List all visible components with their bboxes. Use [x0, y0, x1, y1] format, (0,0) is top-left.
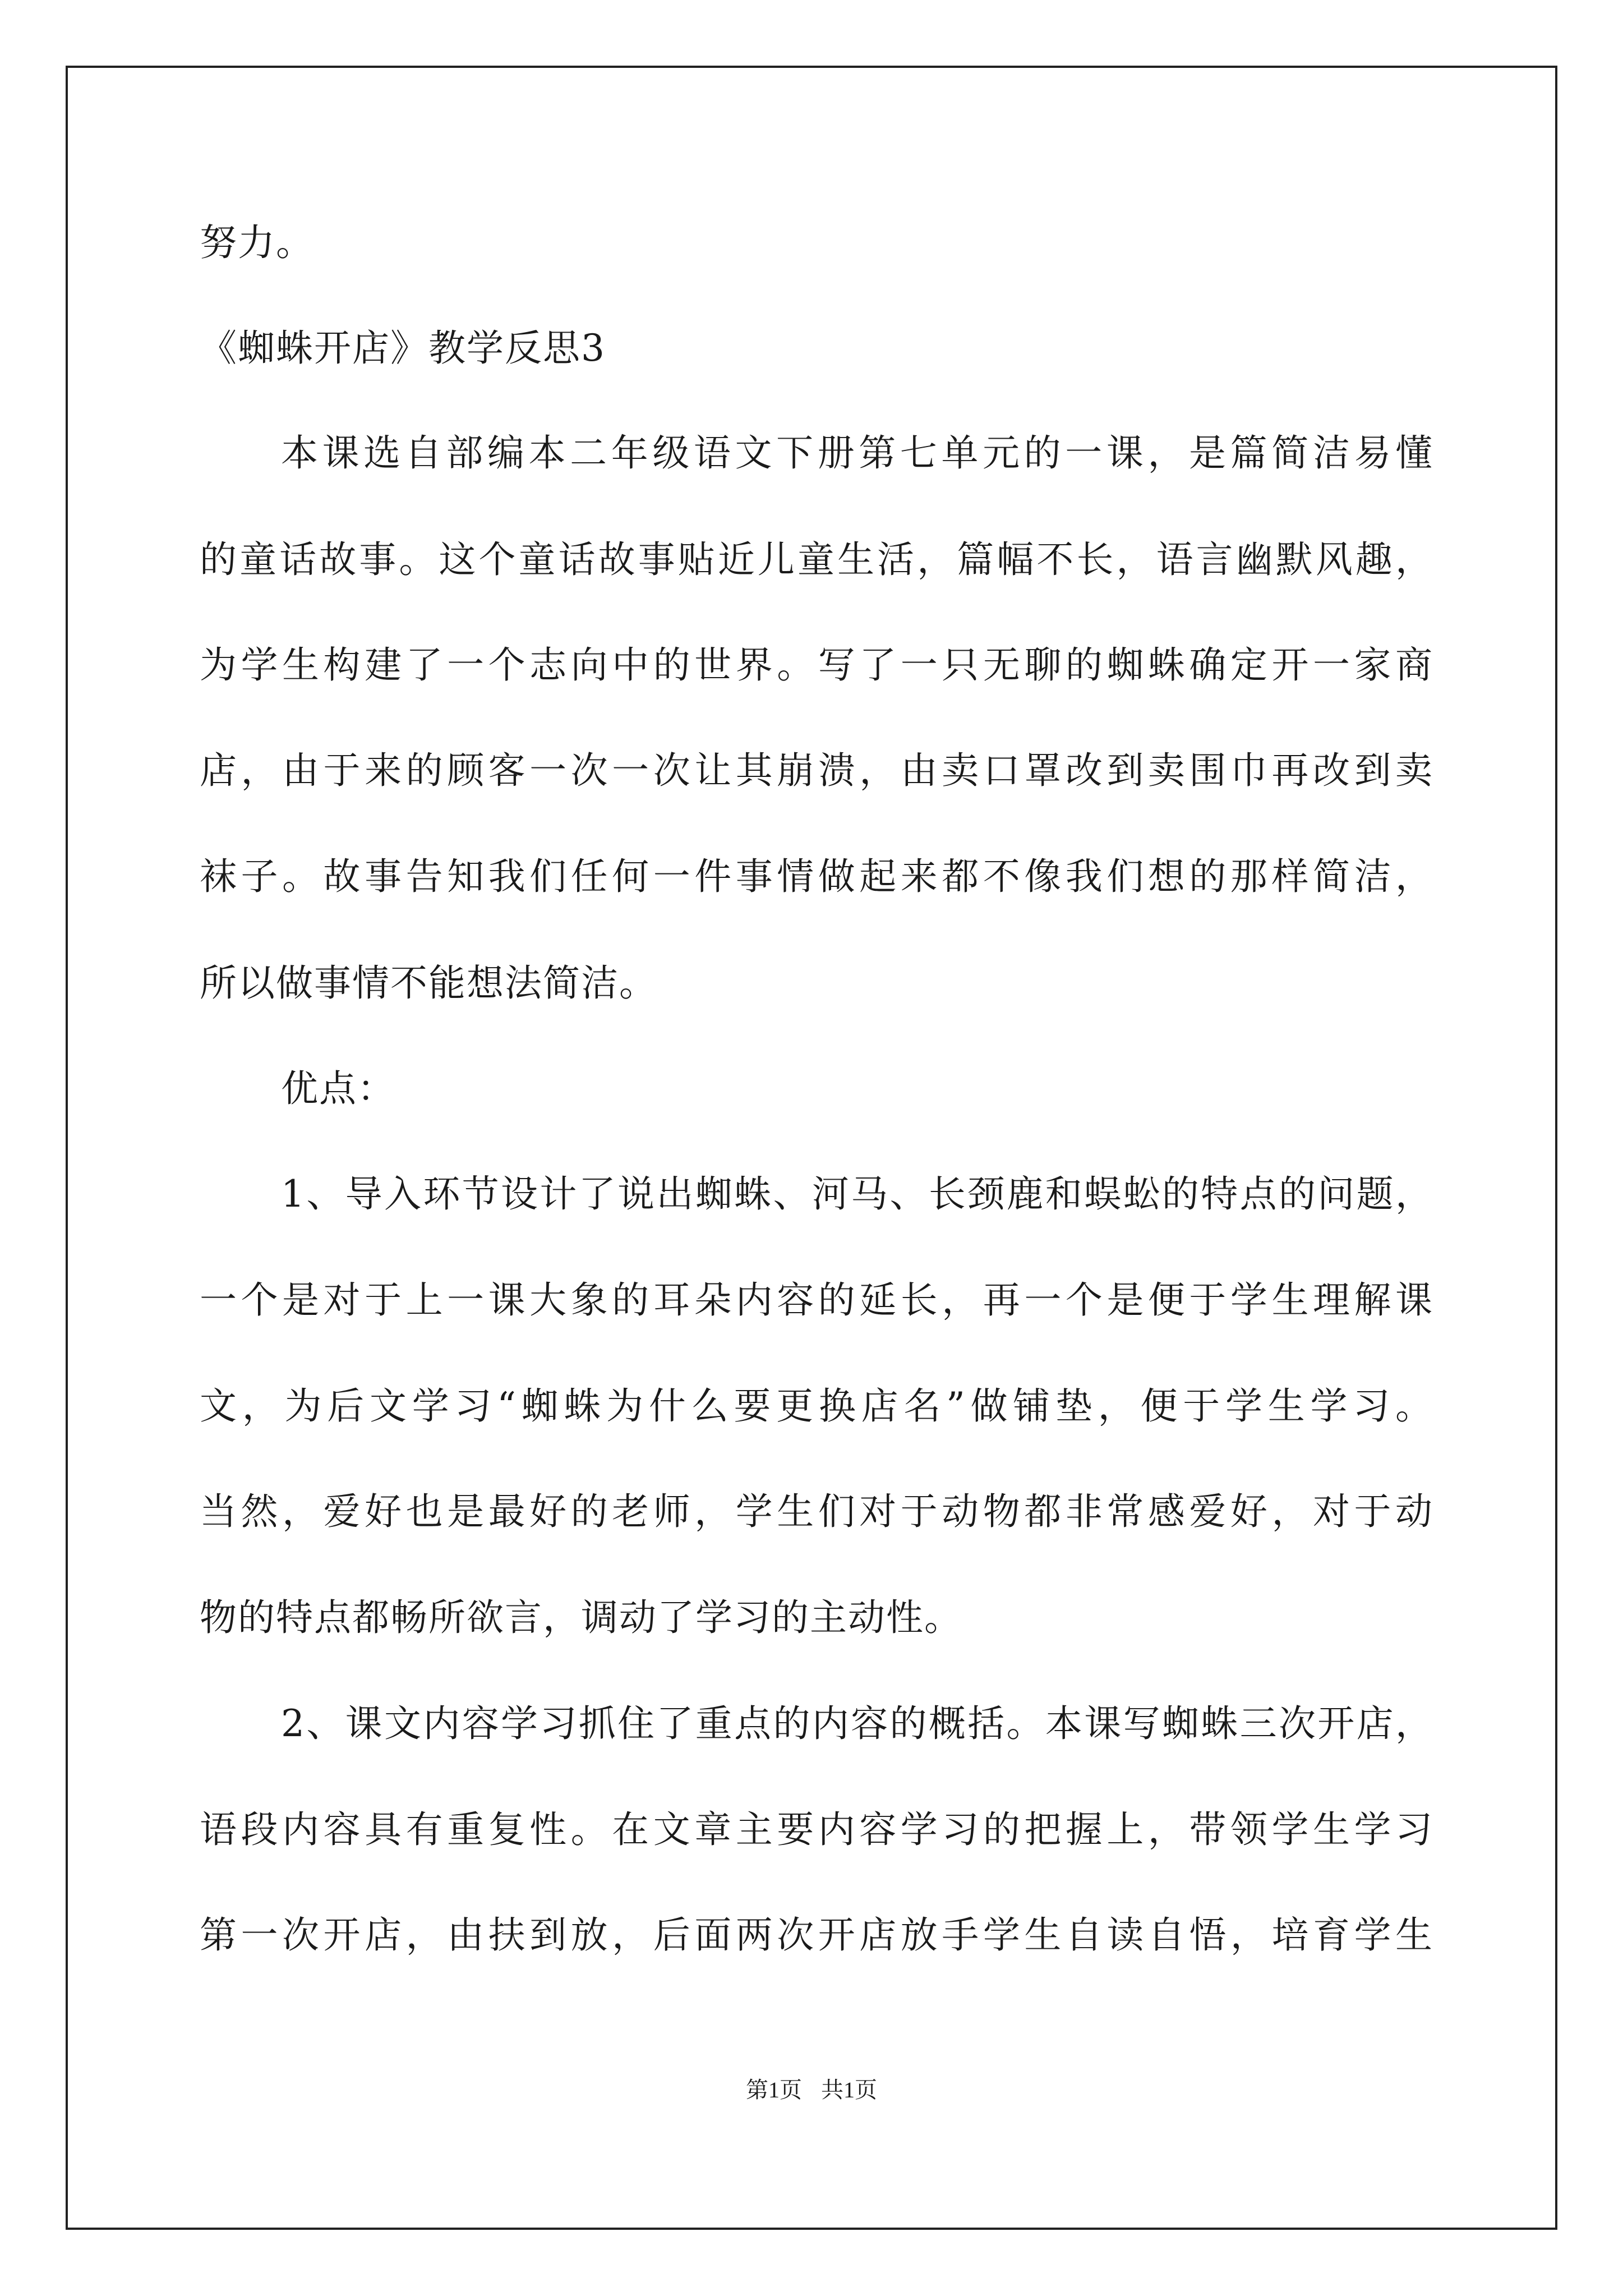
text-line: 第一次开店，由扶到放，后面两次开店放手学生自读自悟，培育学生 — [200, 1913, 1433, 1957]
page-footer — [0, 2072, 1623, 2104]
text-line: 物的特点都畅所欲言，调动了学习的主动性。 — [200, 1596, 962, 1639]
section-heading: 《蜘蛛开店》教学反思3 — [200, 326, 606, 370]
text-line: 语段内容具有重复性。在文章主要内容学习的把握上，带领学生学习 — [200, 1808, 1433, 1851]
page-border — [66, 66, 1557, 2230]
text-line: 努力。 — [200, 221, 314, 264]
text-line: 的童话故事。这个童话故事贴近儿童生活，篇幅不长，语言幽默风趣， — [200, 538, 1433, 581]
text-line: 本课选自部编本二年级语文下册第七单元的一课，是篇简洁易懂 — [281, 431, 1433, 475]
text-line: 当然，爱好也是最好的老师，学生们对于动物都非常感爱好，对于动 — [200, 1490, 1433, 1533]
text-line: 店，由于来的顾客一次一次让其崩溃，由卖口罩改到卖围巾再改到卖 — [200, 749, 1433, 792]
text-line: 所以做事情不能想法简洁。 — [200, 961, 657, 1005]
page-number: 第1页 — [746, 2077, 802, 2102]
text-line: 袜子。故事告知我们任何一件事情做起来都不像我们想的那样简洁， — [200, 855, 1433, 898]
text-line: 2、课文内容学习抓住了重点的内容的概括。本课写蜘蛛三次开店， — [281, 1702, 1433, 1745]
page-total: 共1页 — [821, 2077, 877, 2102]
subheading-advantages: 优点： — [281, 1067, 395, 1110]
text-line: 为学生构建了一个志向中的世界。写了一只无聊的蜘蛛确定开一家商 — [200, 643, 1433, 687]
text-line: 文，为后文学习“蜘蛛为什么要更换店名”做铺垫，便于学生学习。 — [200, 1384, 1433, 1428]
text-line: 1、导入环节设计了说出蜘蛛、河马、长颈鹿和蜈蚣的特点的问题， — [281, 1172, 1433, 1216]
text-line: 一个是对于上一课大象的耳朵内容的延长，再一个是便于学生理解课 — [200, 1278, 1433, 1322]
